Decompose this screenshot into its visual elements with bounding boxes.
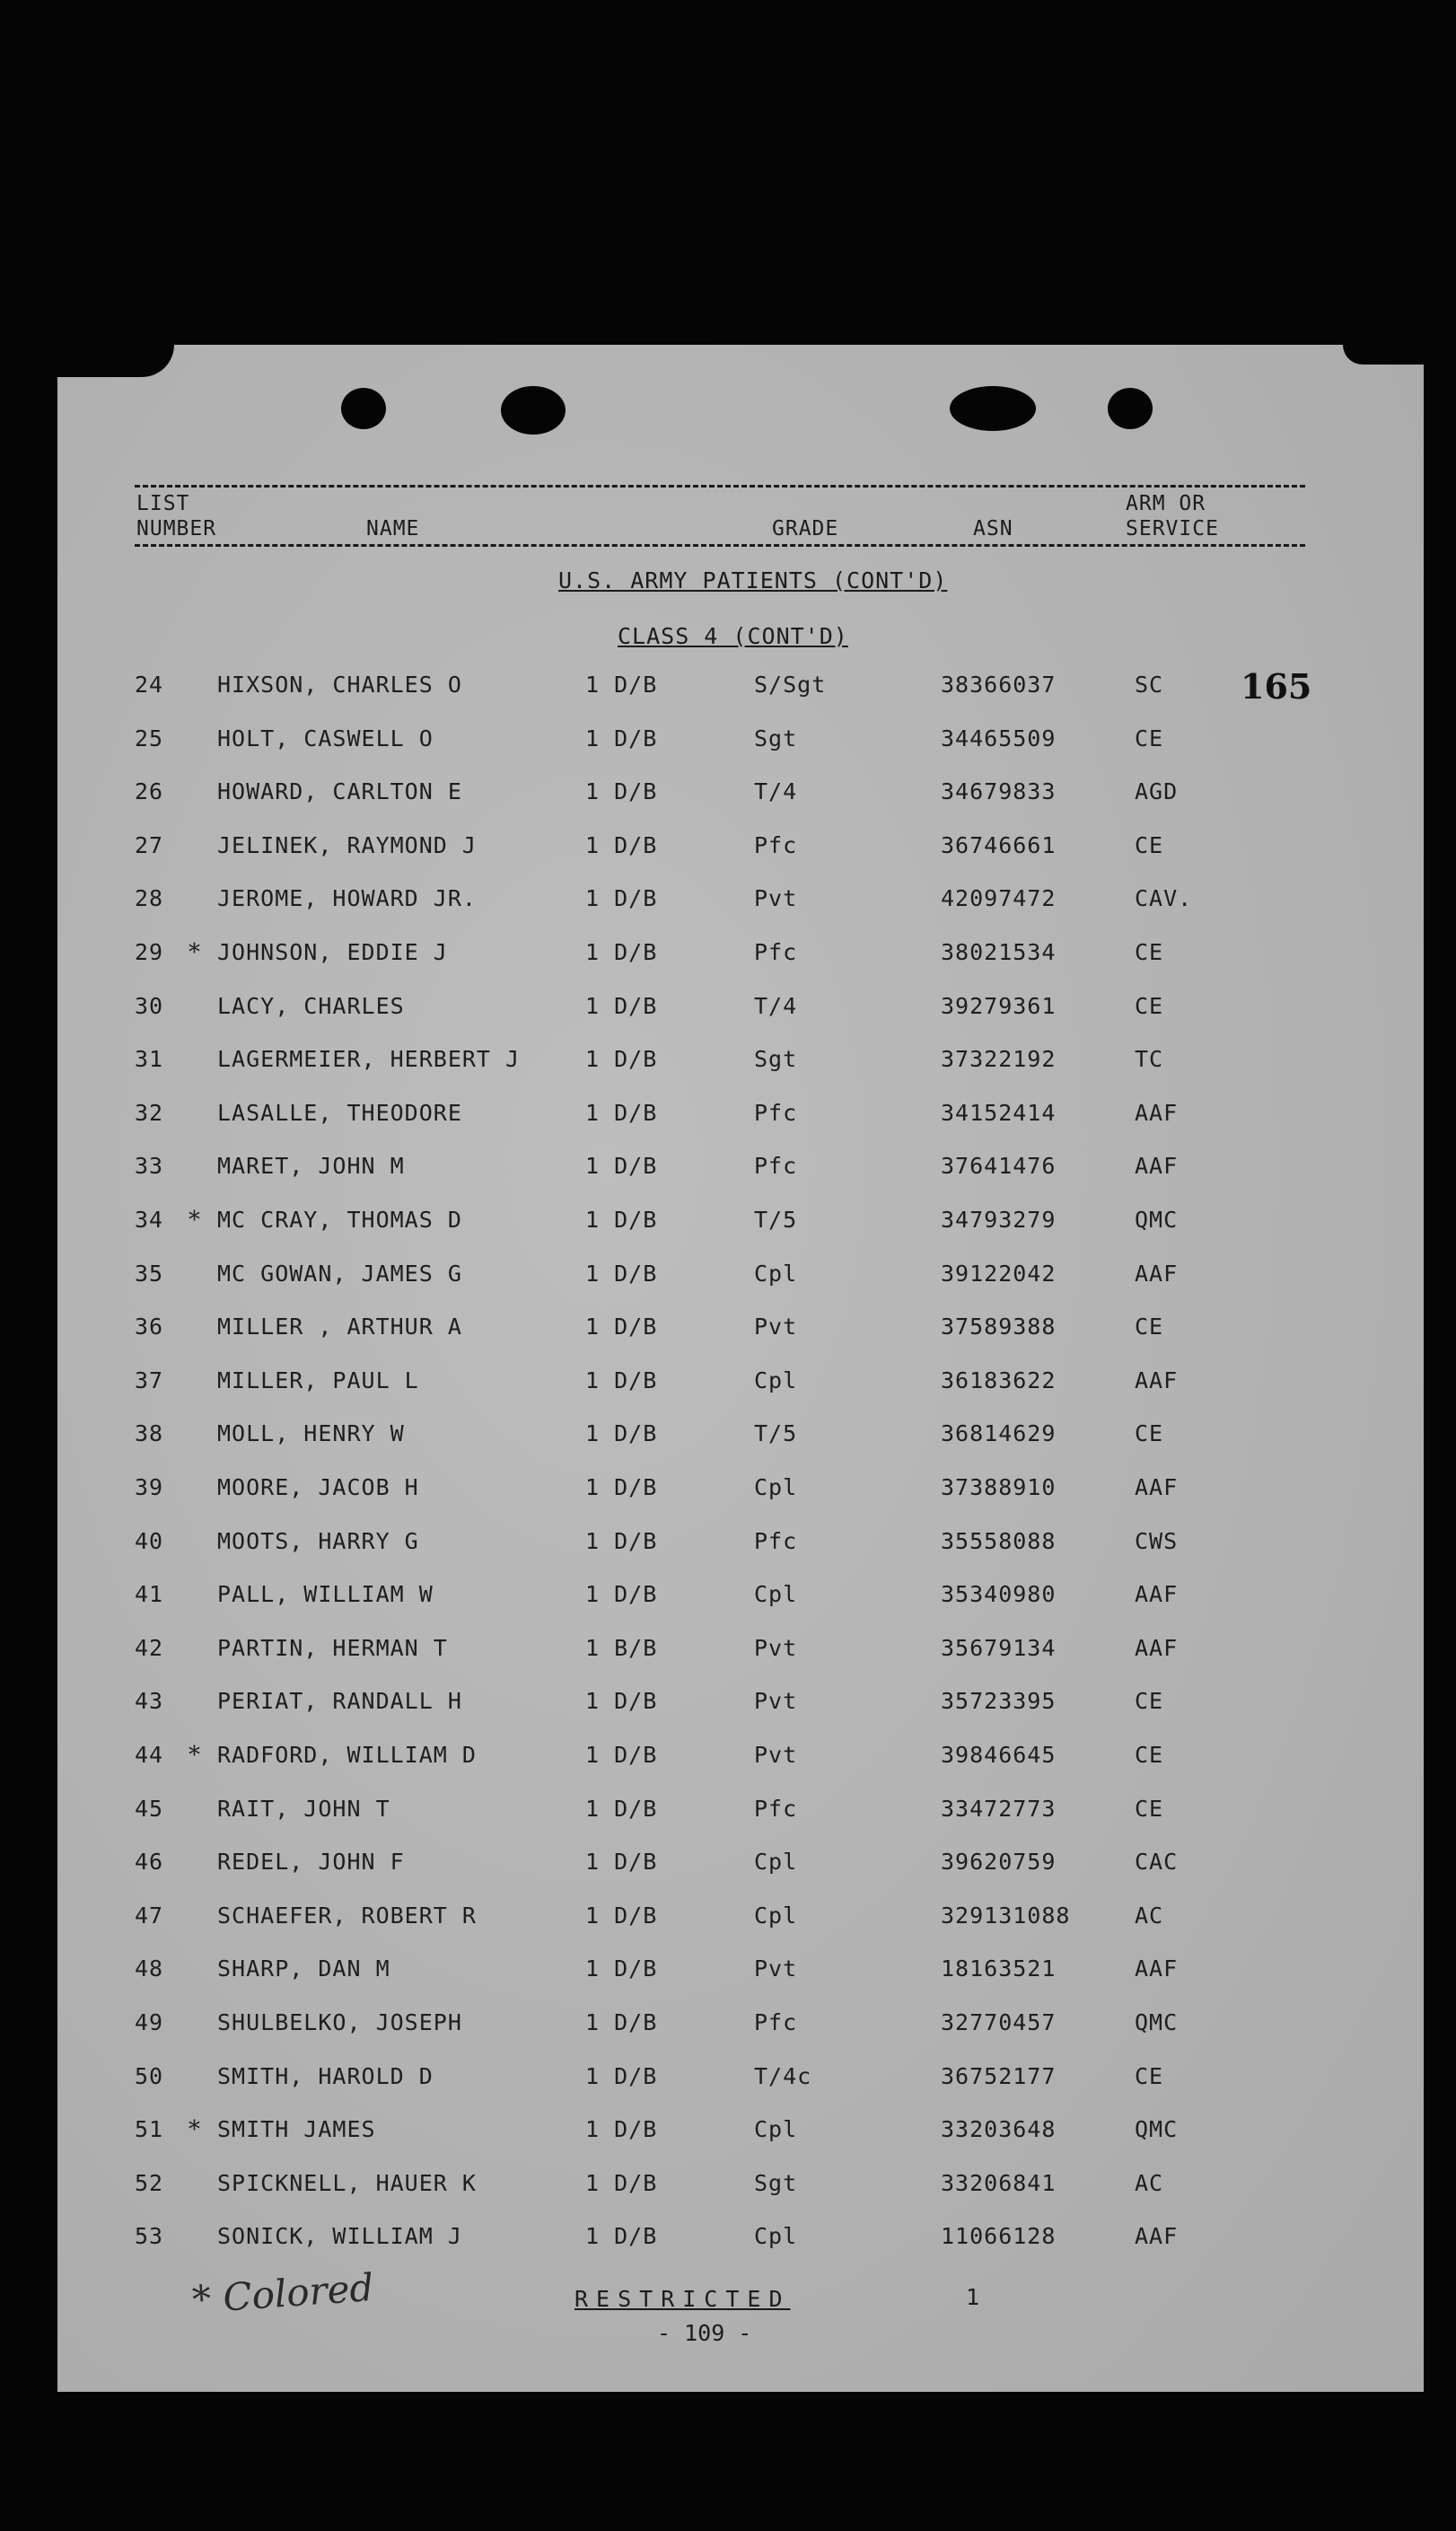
list-number: 47 (135, 1902, 164, 1929)
patient-class: 1 D/B (585, 1795, 658, 1822)
patient-asn: 39846645 (941, 1742, 1057, 1768)
patient-name: JEROME, HOWARD JR. (217, 885, 477, 912)
patient-name: HOWARD, CARLTON E (217, 778, 462, 805)
patient-grade: Sgt (754, 725, 798, 751)
list-number: 39 (135, 1474, 164, 1500)
patient-arm-service: AAF (1135, 1581, 1179, 1608)
patient-name: SPICKNELL, HAUER K (217, 2169, 477, 2196)
asterisk-mark: * (189, 939, 201, 966)
patient-arm-service: CE (1135, 725, 1164, 751)
restricted-label: RESTRICTED (575, 2286, 791, 2312)
table-row (57, 725, 1424, 761)
patient-arm-service: SC (1135, 672, 1164, 698)
patient-grade: Sgt (754, 1046, 798, 1073)
header-list: LIST (136, 492, 190, 515)
document-page (57, 345, 1424, 2392)
table-row (57, 993, 1424, 1029)
list-number: 48 (135, 1955, 164, 1982)
patient-asn: 36746661 (941, 831, 1057, 858)
patient-arm-service: AAF (1135, 1260, 1179, 1287)
patient-arm-service: CE (1135, 1742, 1164, 1768)
list-number: 45 (135, 1795, 164, 1822)
patient-name: JELINEK, RAYMOND J (217, 831, 477, 858)
header-rule-top (135, 485, 1305, 488)
patient-class: 1 D/B (585, 1688, 658, 1715)
patient-name: JOHNSON, EDDIE J (217, 939, 448, 965)
patient-arm-service: TC (1135, 1046, 1164, 1073)
list-number: 24 (135, 672, 164, 698)
page-number: - 109 - (657, 2320, 752, 2346)
list-number: 36 (135, 1314, 164, 1340)
patient-name: MOOTS, HARRY G (217, 1527, 419, 1554)
punch-hole (341, 388, 386, 429)
patient-class: 1 D/B (585, 1260, 658, 1287)
patient-name: MILLER , ARTHUR A (217, 1314, 462, 1340)
patient-class: 1 D/B (585, 672, 658, 698)
header-rule-bottom (135, 544, 1305, 547)
patient-name: RAIT, JOHN T (217, 1795, 390, 1822)
patient-grade: Pvt (754, 1314, 798, 1340)
patient-name: RADFORD, WILLIAM D (217, 1742, 477, 1768)
patient-class: 1 D/B (585, 992, 658, 1019)
patient-arm-service: AAF (1135, 1099, 1179, 1126)
patient-name: PARTIN, HERMAN T (217, 1634, 448, 1661)
table-row (57, 2223, 1424, 2259)
asterisk-mark: * (189, 1742, 201, 1769)
patient-arm-service: CAV. (1135, 885, 1193, 912)
patient-asn: 37589388 (941, 1314, 1057, 1340)
punch-hole (501, 386, 566, 435)
patient-grade: T/5 (754, 1207, 798, 1233)
footer-mark: 1 (966, 2284, 980, 2310)
patient-arm-service: AAF (1135, 1634, 1179, 1661)
patient-asn: 37388910 (941, 1474, 1057, 1500)
patient-name: SCHAEFER, ROBERT R (217, 1902, 477, 1929)
patient-grade: Pfc (754, 2009, 798, 2035)
patient-arm-service: CE (1135, 992, 1164, 1019)
patient-name: REDEL, JOHN F (217, 1849, 405, 1876)
table-row (57, 1100, 1424, 1136)
patient-name: MC GOWAN, JAMES G (217, 1260, 462, 1287)
patient-grade: T/4c (754, 2062, 812, 2089)
list-number: 35 (135, 1260, 164, 1287)
patient-asn: 33203648 (941, 2116, 1057, 2143)
patient-class: 1 D/B (585, 1902, 658, 1929)
table-row (57, 1314, 1424, 1349)
list-number: 41 (135, 1581, 164, 1608)
patient-grade: Cpl (754, 2116, 798, 2143)
patient-class: 1 D/B (585, 1527, 658, 1554)
patient-arm-service: CE (1135, 1795, 1164, 1822)
patient-arm-service: QMC (1135, 1207, 1179, 1233)
patient-asn: 33206841 (941, 2169, 1057, 2196)
list-number: 31 (135, 1046, 164, 1073)
table-row (57, 2063, 1424, 2099)
table-row (57, 1581, 1424, 1617)
list-number: 53 (135, 2223, 164, 2250)
table-row (57, 1261, 1424, 1296)
patient-asn: 36814629 (941, 1420, 1057, 1447)
patient-name: PERIAT, RANDALL H (217, 1688, 462, 1715)
table-row (57, 2009, 1424, 2045)
table-row (57, 1955, 1424, 1991)
table-row (57, 1207, 1424, 1243)
list-number: 25 (135, 725, 164, 751)
patient-class: 1 D/B (585, 2223, 658, 2250)
patient-grade: T/4 (754, 778, 798, 805)
list-number: 46 (135, 1849, 164, 1876)
patient-arm-service: CE (1135, 2062, 1164, 2089)
patient-name: PALL, WILLIAM W (217, 1581, 434, 1608)
patient-arm-service: QMC (1135, 2009, 1179, 2035)
patient-asn: 39279361 (941, 992, 1057, 1019)
patient-asn: 329131088 (941, 1902, 1071, 1929)
patient-grade: Cpl (754, 1367, 798, 1393)
patient-grade: Cpl (754, 1474, 798, 1500)
patient-name: HIXSON, CHARLES O (217, 672, 462, 698)
patient-asn: 39620759 (941, 1849, 1057, 1876)
list-number: 52 (135, 2169, 164, 2196)
patient-arm-service: CE (1135, 1688, 1164, 1715)
patient-asn: 34679833 (941, 778, 1057, 805)
patient-grade: T/5 (754, 1420, 798, 1447)
patient-asn: 34793279 (941, 1207, 1057, 1233)
table-row (57, 1528, 1424, 1564)
patient-class: 1 D/B (585, 725, 658, 751)
header-asn: ASN (973, 517, 1013, 540)
patient-arm-service: CE (1135, 831, 1164, 858)
patient-name: LACY, CHARLES (217, 992, 405, 1019)
patient-grade: T/4 (754, 992, 798, 1019)
patient-asn: 42097472 (941, 885, 1057, 912)
patient-asn: 35558088 (941, 1527, 1057, 1554)
asterisk-mark: * (189, 2116, 201, 2144)
patient-class: 1 D/B (585, 831, 658, 858)
section-title: U.S. ARMY PATIENTS (CONT'D) (558, 567, 948, 593)
patient-name: MOORE, JACOB H (217, 1474, 419, 1500)
patient-asn: 37641476 (941, 1153, 1057, 1180)
patient-grade: Sgt (754, 2169, 798, 2196)
header-grade: GRADE (772, 517, 839, 540)
patient-class: 1 D/B (585, 1367, 658, 1393)
list-number: 33 (135, 1153, 164, 1180)
table-row (57, 2170, 1424, 2206)
patient-grade: Cpl (754, 1849, 798, 1876)
patient-asn: 34152414 (941, 1099, 1057, 1126)
patient-class: 1 D/B (585, 1742, 658, 1768)
patient-grade: Cpl (754, 2223, 798, 2250)
table-row (57, 2116, 1424, 2152)
list-number: 37 (135, 1367, 164, 1393)
table-row (57, 1153, 1424, 1189)
list-number: 29 (135, 939, 164, 965)
list-number: 50 (135, 2062, 164, 2089)
table-row (57, 1903, 1424, 1938)
patient-arm-service: AAF (1135, 1955, 1179, 1982)
patient-name: MARET, JOHN M (217, 1153, 405, 1180)
patient-class: 1 D/B (585, 1153, 658, 1180)
patient-class: 1 D/B (585, 1420, 658, 1447)
patient-grade: Pfc (754, 1153, 798, 1180)
patient-arm-service: AAF (1135, 2223, 1179, 2250)
patient-class: 1 D/B (585, 885, 658, 912)
patient-arm-service: CAC (1135, 1849, 1179, 1876)
table-row (57, 778, 1424, 814)
list-number: 38 (135, 1420, 164, 1447)
list-number: 51 (135, 2116, 164, 2143)
list-number: 49 (135, 2009, 164, 2035)
patient-grade: Pvt (754, 1688, 798, 1715)
patient-class: 1 D/B (585, 2009, 658, 2035)
patient-name: SONICK, WILLIAM J (217, 2223, 462, 2250)
patient-grade: Cpl (754, 1581, 798, 1608)
page-stamp: 165 (1241, 666, 1312, 707)
patient-grade: Pvt (754, 1634, 798, 1661)
list-number: 44 (135, 1742, 164, 1768)
header-arm-line1: ARM OR (1126, 492, 1206, 515)
patient-grade: Pfc (754, 1795, 798, 1822)
list-number: 42 (135, 1634, 164, 1661)
patient-arm-service: AC (1135, 2169, 1164, 2196)
patient-asn: 36183622 (941, 1367, 1057, 1393)
list-number: 27 (135, 831, 164, 858)
patient-name: MC CRAY, THOMAS D (217, 1207, 462, 1233)
patient-arm-service: QMC (1135, 2116, 1179, 2143)
patient-grade: Pvt (754, 1742, 798, 1768)
patient-grade: Pfc (754, 939, 798, 965)
patient-grade: Pfc (754, 831, 798, 858)
table-row (57, 1474, 1424, 1510)
list-number: 40 (135, 1527, 164, 1554)
punch-hole (950, 386, 1036, 431)
patient-asn: 18163521 (941, 1955, 1057, 1982)
patient-grade: S/Sgt (754, 672, 827, 698)
patient-class: 1 D/B (585, 1314, 658, 1340)
patient-asn: 32770457 (941, 2009, 1057, 2035)
list-number: 34 (135, 1207, 164, 1233)
patient-asn: 36752177 (941, 2062, 1057, 2089)
patient-grade: Cpl (754, 1260, 798, 1287)
patient-asn: 35340980 (941, 1581, 1057, 1608)
patient-asn: 11066128 (941, 2223, 1057, 2250)
table-row (57, 1046, 1424, 1082)
patient-class: 1 B/B (585, 1634, 658, 1661)
patient-arm-service: AGD (1135, 778, 1179, 805)
section-subtitle: CLASS 4 (CONT'D) (618, 623, 848, 649)
patient-name: SMITH, HAROLD D (217, 2062, 434, 2089)
patient-class: 1 D/B (585, 1581, 658, 1608)
patient-grade: Cpl (754, 1902, 798, 1929)
patient-grade: Pfc (754, 1527, 798, 1554)
table-row (57, 1635, 1424, 1671)
list-number: 43 (135, 1688, 164, 1715)
patient-name: HOLT, CASWELL O (217, 725, 434, 751)
patient-name: MILLER, PAUL L (217, 1367, 419, 1393)
patient-class: 1 D/B (585, 1849, 658, 1876)
patient-arm-service: CWS (1135, 1527, 1179, 1554)
patient-grade: Pvt (754, 1955, 798, 1982)
patient-class: 1 D/B (585, 2116, 658, 2143)
list-number: 30 (135, 992, 164, 1019)
patient-class: 1 D/B (585, 2169, 658, 2196)
list-number: 28 (135, 885, 164, 912)
header-name: NAME (366, 517, 420, 540)
table-row (57, 939, 1424, 975)
table-row (57, 1742, 1424, 1778)
patient-asn: 35723395 (941, 1688, 1057, 1715)
table-row (57, 672, 1424, 707)
patient-arm-service: AAF (1135, 1474, 1179, 1500)
patient-arm-service: AAF (1135, 1367, 1179, 1393)
table-row (57, 1796, 1424, 1832)
header-number: NUMBER (136, 517, 217, 540)
patient-arm-service: AAF (1135, 1153, 1179, 1180)
patient-asn: 38021534 (941, 939, 1057, 965)
patient-grade: Pvt (754, 885, 798, 912)
patient-class: 1 D/B (585, 1474, 658, 1500)
table-row (57, 1849, 1424, 1885)
patient-class: 1 D/B (585, 939, 658, 965)
patient-asn: 35679134 (941, 1634, 1057, 1661)
table-row (57, 1420, 1424, 1456)
patient-asn: 39122042 (941, 1260, 1057, 1287)
torn-corner-right (1343, 345, 1424, 365)
patient-class: 1 D/B (585, 1046, 658, 1073)
patient-name: SHARP, DAN M (217, 1955, 390, 1982)
patient-name: SMITH JAMES (217, 2116, 376, 2143)
patient-asn: 38366037 (941, 672, 1057, 698)
patient-asn: 34465509 (941, 725, 1057, 751)
patient-arm-service: AC (1135, 1902, 1164, 1929)
patient-class: 1 D/B (585, 2062, 658, 2089)
handwritten-note: * Colored (190, 2265, 375, 2322)
table-row (57, 1367, 1424, 1403)
patient-name: SHULBELKO, JOSEPH (217, 2009, 462, 2035)
patient-name: LASALLE, THEODORE (217, 1099, 462, 1126)
asterisk-mark: * (189, 1207, 201, 1234)
patient-class: 1 D/B (585, 1099, 658, 1126)
patient-name: LAGERMEIER, HERBERT J (217, 1046, 521, 1073)
patient-class: 1 D/B (585, 778, 658, 805)
table-row (57, 1688, 1424, 1724)
patient-class: 1 D/B (585, 1207, 658, 1233)
patient-class: 1 D/B (585, 1955, 658, 1982)
patient-arm-service: CE (1135, 1420, 1164, 1447)
list-number: 26 (135, 778, 164, 805)
patient-arm-service: CE (1135, 1314, 1164, 1340)
torn-corner (57, 345, 174, 377)
punch-hole (1108, 388, 1153, 429)
patient-grade: Pfc (754, 1099, 798, 1126)
patient-arm-service: CE (1135, 939, 1164, 965)
table-row (57, 885, 1424, 921)
header-arm-line2: SERVICE (1126, 517, 1219, 540)
patient-name: MOLL, HENRY W (217, 1420, 405, 1447)
table-row (57, 832, 1424, 868)
patient-asn: 37322192 (941, 1046, 1057, 1073)
list-number: 32 (135, 1099, 164, 1126)
patient-asn: 33472773 (941, 1795, 1057, 1822)
